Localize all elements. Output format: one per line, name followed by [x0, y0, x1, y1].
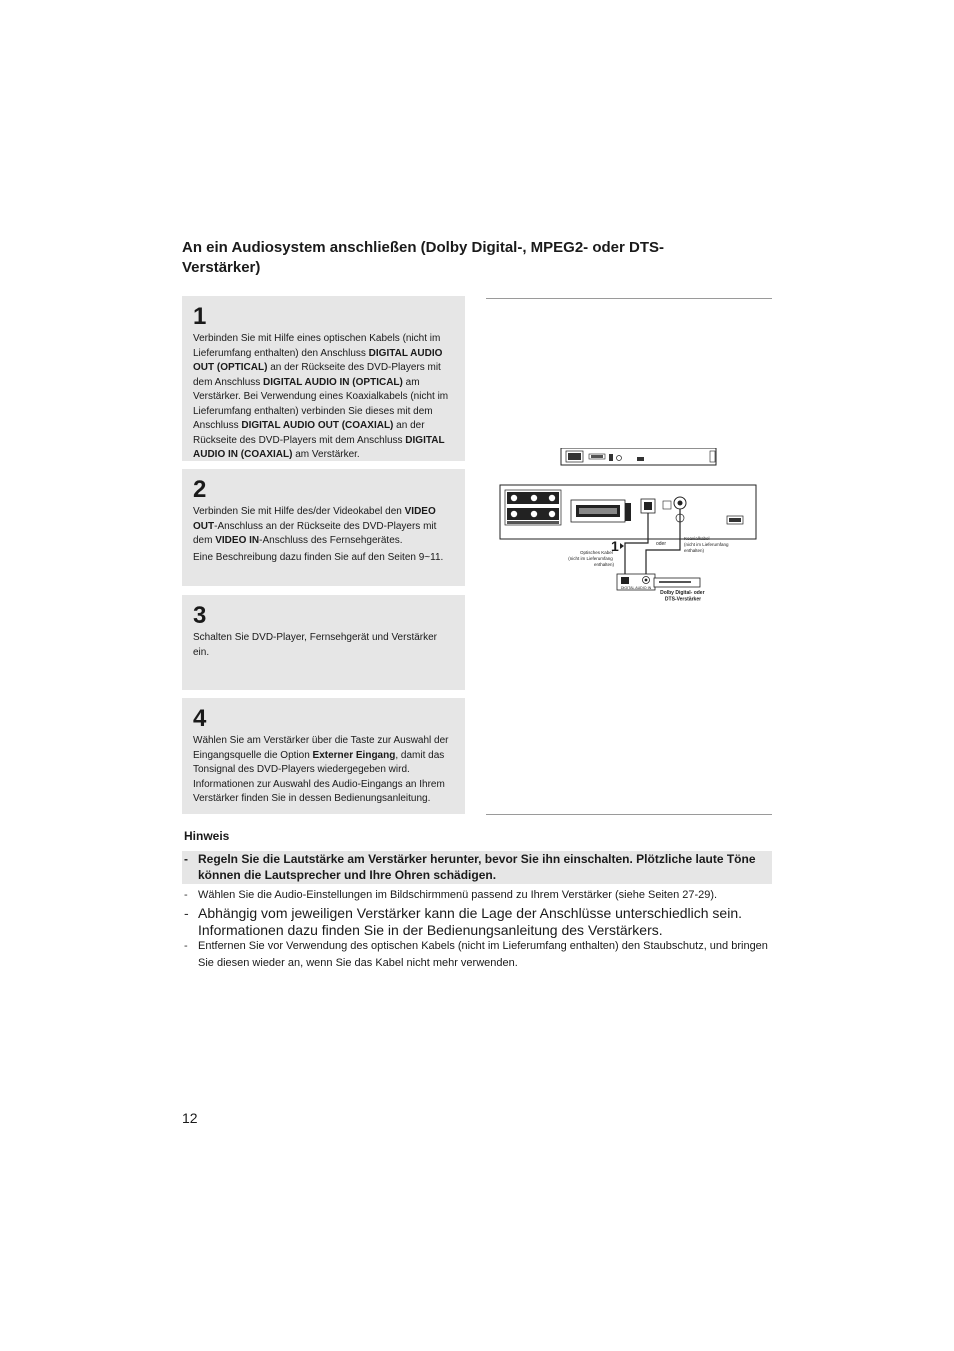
- step-number: 2: [193, 476, 207, 503]
- optical-cable-label: Optisches Kabel (nicht im Lieferumfang enthalten): [568, 550, 614, 567]
- amplifier-input-panel: [617, 574, 700, 590]
- step-text-run: Verbinden Sie mit Hilfe des/der Videokabel den: [193, 506, 405, 517]
- bullet-dash: -: [184, 940, 188, 952]
- step-text-bold: DIGITAL AUDIO OUT (COAXIAL): [241, 420, 394, 431]
- step-2-text: [193, 505, 455, 549]
- bottom-divider: [486, 814, 772, 815]
- step-text-run: Verbinden Sie mit Hilfe eines optischen Kabels (nicht im Lieferumfang enthalten) den Anschluss: [193, 333, 441, 359]
- page-number: 12: [182, 1110, 198, 1126]
- step-3-text: [193, 631, 455, 660]
- step-text-bold: VIDEO IN: [215, 535, 260, 546]
- step-1-text: [193, 332, 455, 463]
- bullet-dash: -: [184, 905, 189, 921]
- coaxial-cable-label: Koaxialkabel (nicht im Lieferumfang enthalten): [684, 536, 729, 553]
- step-text-run: Bedienungsanleitung.: [334, 793, 431, 804]
- dvd-rear-panel: [500, 485, 756, 539]
- warning-text: Regeln Sie die Lautstärke am Verstärker herunter, bevor Sie ihn einschalten. Plötzliche laute Töne können die Lautsprecher und Ihre Ohren schädigen.: [198, 852, 756, 882]
- step-number: 4: [193, 705, 207, 732]
- amplifier-label: Dolby Digital- oder DTS-Verstärker: [660, 590, 705, 603]
- warning-note: [182, 851, 772, 884]
- connection-diagram: [497, 448, 759, 606]
- tv-rear-panel: [561, 448, 716, 465]
- step-text-run: am Verstärker.: [292, 449, 360, 460]
- step-number: 3: [193, 602, 207, 629]
- step-text-run: an der Rückseite des DVD-Players mit dem Anschluss: [193, 362, 441, 388]
- note-title: Hinweis: [184, 829, 230, 843]
- step-text-run: Schalten Sie DVD-Player, Fernsehgerät und Verstärker ein.: [193, 632, 438, 658]
- step-text-bold: DIGITAL AUDIO OUT (OPTICAL): [193, 347, 443, 373]
- step-number: 1: [193, 303, 207, 330]
- step-text-run: am Verstärker. Bei Verwendung eines Koaxialkabels (nicht im Lieferumfang enthalten) verbinden Sie dieses mit dem Anschluss: [193, 376, 449, 431]
- top-divider: [486, 298, 772, 299]
- step-text-bold: VIDEO OUT: [193, 506, 436, 532]
- note-item: [182, 905, 772, 941]
- note-item: [182, 938, 772, 974]
- step-1-box: [182, 296, 465, 461]
- bullet-dash: -: [184, 889, 188, 901]
- or-label: oder: [656, 541, 667, 547]
- step-2-box: [182, 469, 465, 586]
- diagram-step-marker: 1: [611, 538, 619, 554]
- step-4-box: [182, 698, 465, 814]
- bullet-dash: -: [184, 852, 188, 866]
- note-item-text: Wählen Sie die Audio-Einstellungen im Bildschirmmenü passend zu Ihrem Verstärker (siehe Seiten 27-29).: [198, 889, 718, 901]
- step-text-bold: DIGITAL AUDIO IN (OPTICAL): [263, 376, 403, 388]
- step-text-run: Wählen Sie am Verstärker über die Taste zur Auswahl der Eingangsquelle die Option: [193, 735, 449, 761]
- note-item: [182, 887, 772, 905]
- amp-input-label: DIGITAL AUDIO IN: [620, 586, 652, 590]
- step-text-run: an der Rückseite des DVD-Players mit dem Anschluss: [193, 420, 425, 446]
- note-item-text: Entfernen Sie vor Verwendung des optischen Kabels (nicht im Lieferumfang enthalten) den Staubschutz, und bringen Sie diesen wieder an, wenn Sie das Kabel nicht mehr verwenden.: [198, 940, 768, 969]
- note-item-text: Abhängig vom jeweiligen Verstärker kann die Lage der Anschlüsse unterschiedlich sein. Informationen dazu finden Sie in der Bedienungsanleitung des Verstärkers.: [198, 905, 742, 938]
- step-3-box: [182, 595, 465, 690]
- section-heading: An ein Audiosystem anschließen (Dolby Digital-, MPEG2- oder DTS-Verstärker): [182, 239, 665, 276]
- step-text-bold: DIGITAL AUDIO IN (COAXIAL): [193, 434, 445, 460]
- step-text-bold: Externer Eingang: [312, 749, 396, 761]
- arrow-icon: [620, 543, 624, 549]
- step-4-text: [193, 734, 455, 807]
- step-text-run: -Anschluss des Fernsehgerätes.: [259, 535, 403, 546]
- step-text-run: -Anschluss an der Rückseite des DVD-Players mit dem: [193, 520, 437, 546]
- step-2-reference: Eine Beschreibung dazu finden Sie auf den Seiten 9~11.: [193, 551, 444, 563]
- step-text-run: , damit das Tonsignal des DVD-Players wiedergegeben wird. Informationen zur Auswahl des Audio-Eingangs an Ihrem Verstärker finden Sie in dessen: [193, 749, 445, 804]
